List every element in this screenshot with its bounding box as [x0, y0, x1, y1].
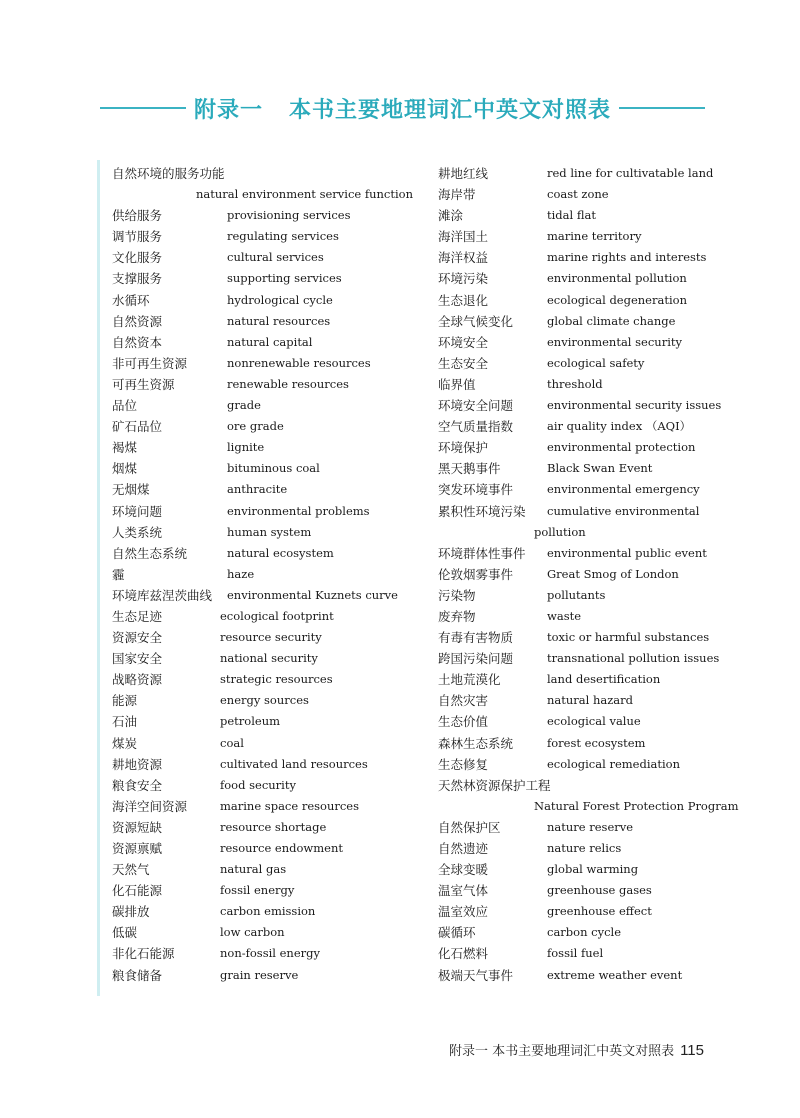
glossary-entry — [438, 522, 728, 543]
term-chinese: 海岸带 — [438, 187, 476, 203]
glossary-entry — [438, 817, 728, 838]
term-chinese: 全球气候变化 — [438, 313, 514, 329]
title-part-main: 本书主要地理词汇中英文对照表 — [289, 96, 612, 123]
glossary-entry — [438, 754, 728, 775]
term-english: global climate change — [547, 313, 676, 328]
term-chinese: 粮食安全 — [112, 777, 163, 793]
glossary-entry — [438, 332, 728, 353]
glossary-left-column — [112, 163, 422, 986]
glossary-entry — [112, 733, 422, 754]
term-chinese: 无烟煤 — [112, 482, 150, 498]
term-chinese: 海洋空间资源 — [112, 798, 188, 814]
term-english: cumulative environmental — [547, 503, 700, 518]
glossary-entry — [438, 901, 728, 922]
term-english: nature relics — [547, 841, 622, 855]
term-english: energy sources — [220, 693, 309, 708]
term-chinese: 临界值 — [438, 376, 476, 392]
term-chinese: 污染物 — [438, 587, 476, 603]
term-english: environmental problems — [227, 503, 370, 518]
term-chinese: 矿石品位 — [112, 419, 163, 435]
glossary-entry — [438, 353, 728, 374]
term-chinese: 水循环 — [112, 292, 150, 308]
term-english: fossil energy — [220, 883, 295, 898]
term-english: natural resources — [227, 313, 331, 328]
term-chinese: 非可再生资源 — [112, 355, 188, 371]
term-english: cultivated land resources — [220, 756, 368, 771]
term-english: ore grade — [227, 419, 284, 434]
glossary-entry — [438, 711, 728, 732]
term-english: extreme weather event — [547, 967, 683, 982]
term-chinese: 温室气体 — [438, 883, 489, 899]
term-english: nature reserve — [547, 819, 634, 834]
term-chinese: 滩涂 — [438, 208, 464, 224]
term-chinese: 文化服务 — [112, 250, 163, 266]
glossary-entry — [438, 247, 728, 268]
term-english: greenhouse effect — [547, 904, 652, 919]
term-english: regulating services — [227, 229, 339, 244]
term-english: marine space resources — [220, 798, 360, 813]
term-chinese: 累积性环境污染 — [438, 503, 526, 519]
term-english: renewable resources — [227, 376, 349, 391]
term-chinese: 伦敦烟雾事件 — [438, 566, 514, 582]
glossary-entry — [438, 479, 728, 500]
term-english: ecological footprint — [220, 608, 334, 623]
glossary-entry — [112, 437, 422, 458]
term-english: environmental Kuznets curve — [227, 587, 398, 602]
term-english: natural ecosystem — [227, 545, 334, 560]
glossary-entry — [112, 606, 422, 627]
term-chinese: 有毒有害物质 — [438, 630, 514, 646]
glossary-entry — [438, 965, 728, 986]
term-chinese: 品位 — [112, 398, 138, 414]
term-english: waste — [547, 608, 582, 623]
glossary-entry — [438, 395, 728, 416]
term-english: ecological safety — [547, 355, 645, 370]
glossary-entry — [438, 163, 728, 184]
term-english: toxic or harmful substances — [547, 630, 710, 645]
term-chinese: 环境安全 — [438, 334, 489, 350]
glossary-entry — [112, 669, 422, 690]
term-english: coast zone — [547, 187, 609, 202]
term-english: air quality index （AQI） — [547, 419, 692, 434]
term-chinese: 土地荒漠化 — [438, 672, 501, 688]
title-rule-right — [619, 107, 705, 109]
glossary-entry — [112, 943, 422, 964]
term-english: resource endowment — [220, 841, 344, 855]
term-english: ecological value — [547, 714, 641, 729]
glossary-entry — [438, 564, 728, 585]
glossary-entry — [112, 922, 422, 943]
left-margin-rule — [97, 160, 100, 996]
glossary-entry — [438, 585, 728, 606]
glossary-entry — [112, 501, 422, 522]
title-rule-left — [100, 107, 186, 109]
term-chinese: 天然气 — [112, 862, 150, 878]
glossary-entry — [112, 585, 422, 606]
term-english: tidal flat — [547, 208, 596, 223]
term-chinese: 生态修复 — [438, 756, 489, 772]
term-chinese: 极端天气事件 — [438, 967, 514, 983]
glossary-entry — [112, 564, 422, 585]
glossary-entry — [112, 226, 422, 247]
term-chinese: 耕地红线 — [438, 166, 489, 181]
glossary-entry — [112, 859, 422, 880]
term-chinese: 调节服务 — [112, 229, 163, 245]
term-chinese: 自然资源 — [112, 313, 163, 329]
glossary-entry — [112, 880, 422, 901]
term-english: land desertification — [547, 672, 661, 687]
term-chinese: 环境库兹涅茨曲线 — [112, 587, 213, 603]
glossary-entry — [112, 522, 422, 543]
term-chinese: 环境问题 — [112, 503, 163, 519]
term-chinese: 自然环境的服务功能 — [112, 166, 225, 181]
term-chinese: 碳循环 — [438, 925, 476, 941]
glossary-entry — [438, 859, 728, 880]
glossary-entry — [112, 247, 422, 268]
term-chinese: 自然遗迹 — [438, 841, 489, 856]
term-english: marine territory — [547, 229, 642, 244]
glossary-entry — [438, 627, 728, 648]
term-english: non-fossil energy — [220, 946, 320, 961]
glossary-entry — [438, 838, 728, 859]
term-chinese: 低碳 — [112, 925, 138, 941]
term-chinese: 化石能源 — [112, 883, 163, 899]
term-english: lignite — [227, 440, 265, 455]
term-chinese: 海洋国土 — [438, 229, 489, 245]
term-chinese: 自然生态系统 — [112, 545, 188, 561]
glossary-right-column — [438, 163, 739, 986]
glossary-entry — [438, 184, 728, 205]
glossary-entry — [438, 226, 728, 247]
glossary-entry — [112, 479, 422, 500]
glossary-entry — [112, 965, 422, 986]
glossary-entry — [438, 796, 739, 817]
term-english: environmental emergency — [547, 482, 700, 497]
page-number: 115 — [680, 1042, 704, 1059]
term-chinese: 霾 — [112, 566, 125, 582]
term-chinese: 供给服务 — [112, 208, 163, 224]
term-english: environmental public event — [547, 545, 707, 560]
glossary-entry — [112, 648, 422, 669]
term-english: Natural Forest Protection Program — [534, 798, 739, 813]
term-english: Great Smog of London — [547, 566, 679, 581]
glossary-entry — [438, 775, 728, 796]
term-chinese: 资源禀赋 — [112, 841, 163, 856]
term-english: ecological degeneration — [547, 292, 687, 307]
term-chinese: 空气质量指数 — [438, 419, 514, 435]
term-english: environmental security issues — [547, 398, 722, 413]
glossary-entry — [112, 268, 422, 289]
term-english: carbon cycle — [547, 925, 622, 940]
term-chinese: 海洋权益 — [438, 250, 489, 266]
term-chinese: 生态安全 — [438, 355, 489, 371]
glossary-entry — [112, 205, 422, 226]
term-chinese: 环境污染 — [438, 271, 489, 287]
term-chinese: 自然灾害 — [438, 693, 489, 709]
term-english: global warming — [547, 862, 639, 877]
term-english: red line for cultivatable land — [547, 166, 714, 180]
title-part-appendix: 附录一 — [193, 96, 263, 123]
term-chinese: 天然林资源保护工程 — [438, 777, 551, 793]
term-english: greenhouse gases — [547, 883, 652, 898]
glossary-entry — [112, 754, 422, 775]
term-english: nonrenewable resources — [227, 355, 371, 370]
term-chinese: 资源短缺 — [112, 819, 163, 835]
glossary-entry — [112, 163, 422, 184]
term-english: national security — [220, 651, 318, 666]
glossary-entry — [112, 184, 422, 205]
glossary-entry — [438, 290, 728, 311]
glossary-entry — [112, 332, 422, 353]
term-chinese: 自然资本 — [112, 334, 163, 350]
glossary-entry — [112, 543, 422, 564]
term-chinese: 煤炭 — [112, 735, 138, 751]
term-chinese: 环境保护 — [438, 440, 489, 456]
glossary-entry — [112, 817, 422, 838]
term-english: Black Swan Event — [547, 461, 653, 476]
glossary-entry — [112, 416, 422, 437]
glossary-entry — [438, 416, 728, 437]
term-english: anthracite — [227, 482, 288, 497]
glossary-entry — [112, 627, 422, 648]
glossary-entry — [438, 880, 728, 901]
glossary-entry — [438, 268, 728, 289]
glossary-entry — [438, 311, 728, 332]
term-chinese: 褐煤 — [112, 440, 138, 456]
glossary-entry — [438, 733, 728, 754]
glossary-entry — [112, 311, 422, 332]
term-chinese: 黑天鹅事件 — [438, 461, 501, 477]
term-chinese: 战略资源 — [112, 672, 163, 688]
term-chinese: 可再生资源 — [112, 376, 175, 392]
term-chinese: 森林生态系统 — [438, 735, 514, 751]
page-title — [100, 88, 705, 128]
term-english: natural environment service function — [196, 187, 414, 202]
glossary-entry — [112, 374, 422, 395]
term-english: grade — [227, 398, 261, 413]
page-footer — [449, 1040, 704, 1059]
term-english: strategic resources — [220, 672, 333, 687]
term-chinese: 环境群体性事件 — [438, 545, 526, 561]
glossary-entry — [112, 290, 422, 311]
glossary-entry — [438, 543, 728, 564]
glossary-entry — [112, 458, 422, 479]
term-chinese: 环境安全问题 — [438, 398, 514, 414]
term-chinese: 支撑服务 — [112, 271, 163, 287]
glossary-entry — [438, 437, 728, 458]
term-chinese: 化石燃料 — [438, 946, 489, 962]
glossary-entry — [438, 458, 728, 479]
term-chinese: 突发环境事件 — [438, 482, 514, 498]
term-chinese: 碳排放 — [112, 904, 150, 920]
glossary-entry — [112, 711, 422, 732]
glossary-entry — [438, 374, 728, 395]
glossary-entry — [438, 922, 728, 943]
term-chinese: 人类系统 — [112, 524, 163, 540]
term-english: threshold — [547, 376, 603, 391]
term-chinese: 耕地资源 — [112, 756, 163, 772]
term-english: carbon emission — [220, 904, 316, 919]
term-english: natural hazard — [547, 693, 634, 708]
term-english: petroleum — [220, 714, 281, 729]
glossary-entry — [438, 205, 728, 226]
term-chinese: 石油 — [112, 714, 138, 730]
term-english: marine rights and interests — [547, 250, 707, 265]
term-chinese: 废弃物 — [438, 608, 476, 624]
glossary-entry — [112, 690, 422, 711]
term-chinese: 自然保护区 — [438, 819, 501, 835]
term-english: coal — [220, 735, 244, 750]
term-english: grain reserve — [220, 967, 299, 982]
term-english: forest ecosystem — [547, 735, 646, 750]
term-english: bituminous coal — [227, 461, 320, 476]
term-chinese: 非化石能源 — [112, 946, 175, 962]
glossary-entry — [438, 501, 728, 522]
term-chinese: 能源 — [112, 693, 138, 709]
glossary-entry — [438, 943, 728, 964]
term-chinese: 粮食储备 — [112, 967, 163, 983]
term-english: pollution — [534, 524, 586, 539]
term-english: supporting services — [227, 271, 342, 286]
footer-running-title: 附录一 本书主要地理词汇中英文对照表 — [448, 1044, 675, 1059]
term-chinese: 生态退化 — [438, 292, 489, 308]
term-chinese: 跨国污染问题 — [438, 651, 514, 667]
glossary-entry — [112, 901, 422, 922]
term-english: pollutants — [547, 587, 606, 602]
term-english: environmental pollution — [547, 271, 687, 286]
term-english: cultural services — [227, 250, 324, 265]
term-english: resource shortage — [220, 819, 327, 834]
title-text — [186, 93, 619, 124]
term-english: hydrological cycle — [227, 292, 333, 307]
glossary-entry — [112, 395, 422, 416]
term-chinese: 资源安全 — [112, 630, 163, 646]
glossary-entry — [438, 669, 728, 690]
term-chinese: 国家安全 — [112, 651, 163, 667]
term-english: provisioning services — [227, 208, 351, 223]
term-english: natural capital — [227, 334, 313, 349]
glossary-entry — [112, 775, 422, 796]
glossary-entry — [112, 796, 422, 817]
glossary-entry — [438, 606, 728, 627]
term-chinese: 温室效应 — [438, 904, 489, 920]
term-english: human system — [227, 524, 312, 539]
term-english: resource security — [220, 630, 322, 645]
glossary-entry — [438, 690, 728, 711]
term-chinese: 生态足迹 — [112, 608, 163, 624]
term-english: ecological remediation — [547, 756, 680, 771]
glossary-entry — [112, 838, 422, 859]
term-chinese: 生态价值 — [438, 714, 489, 730]
glossary-entry — [112, 353, 422, 374]
term-english: low carbon — [220, 925, 285, 940]
term-english: food security — [220, 777, 296, 792]
term-english: fossil fuel — [547, 946, 604, 961]
term-english: haze — [227, 566, 255, 581]
term-chinese: 烟煤 — [112, 461, 138, 477]
term-chinese: 全球变暖 — [438, 862, 489, 878]
term-english: environmental security — [547, 334, 682, 349]
glossary-entry — [438, 648, 728, 669]
term-english: transnational pollution issues — [547, 651, 720, 666]
term-english: natural gas — [220, 862, 287, 877]
term-english: environmental protection — [547, 440, 696, 455]
